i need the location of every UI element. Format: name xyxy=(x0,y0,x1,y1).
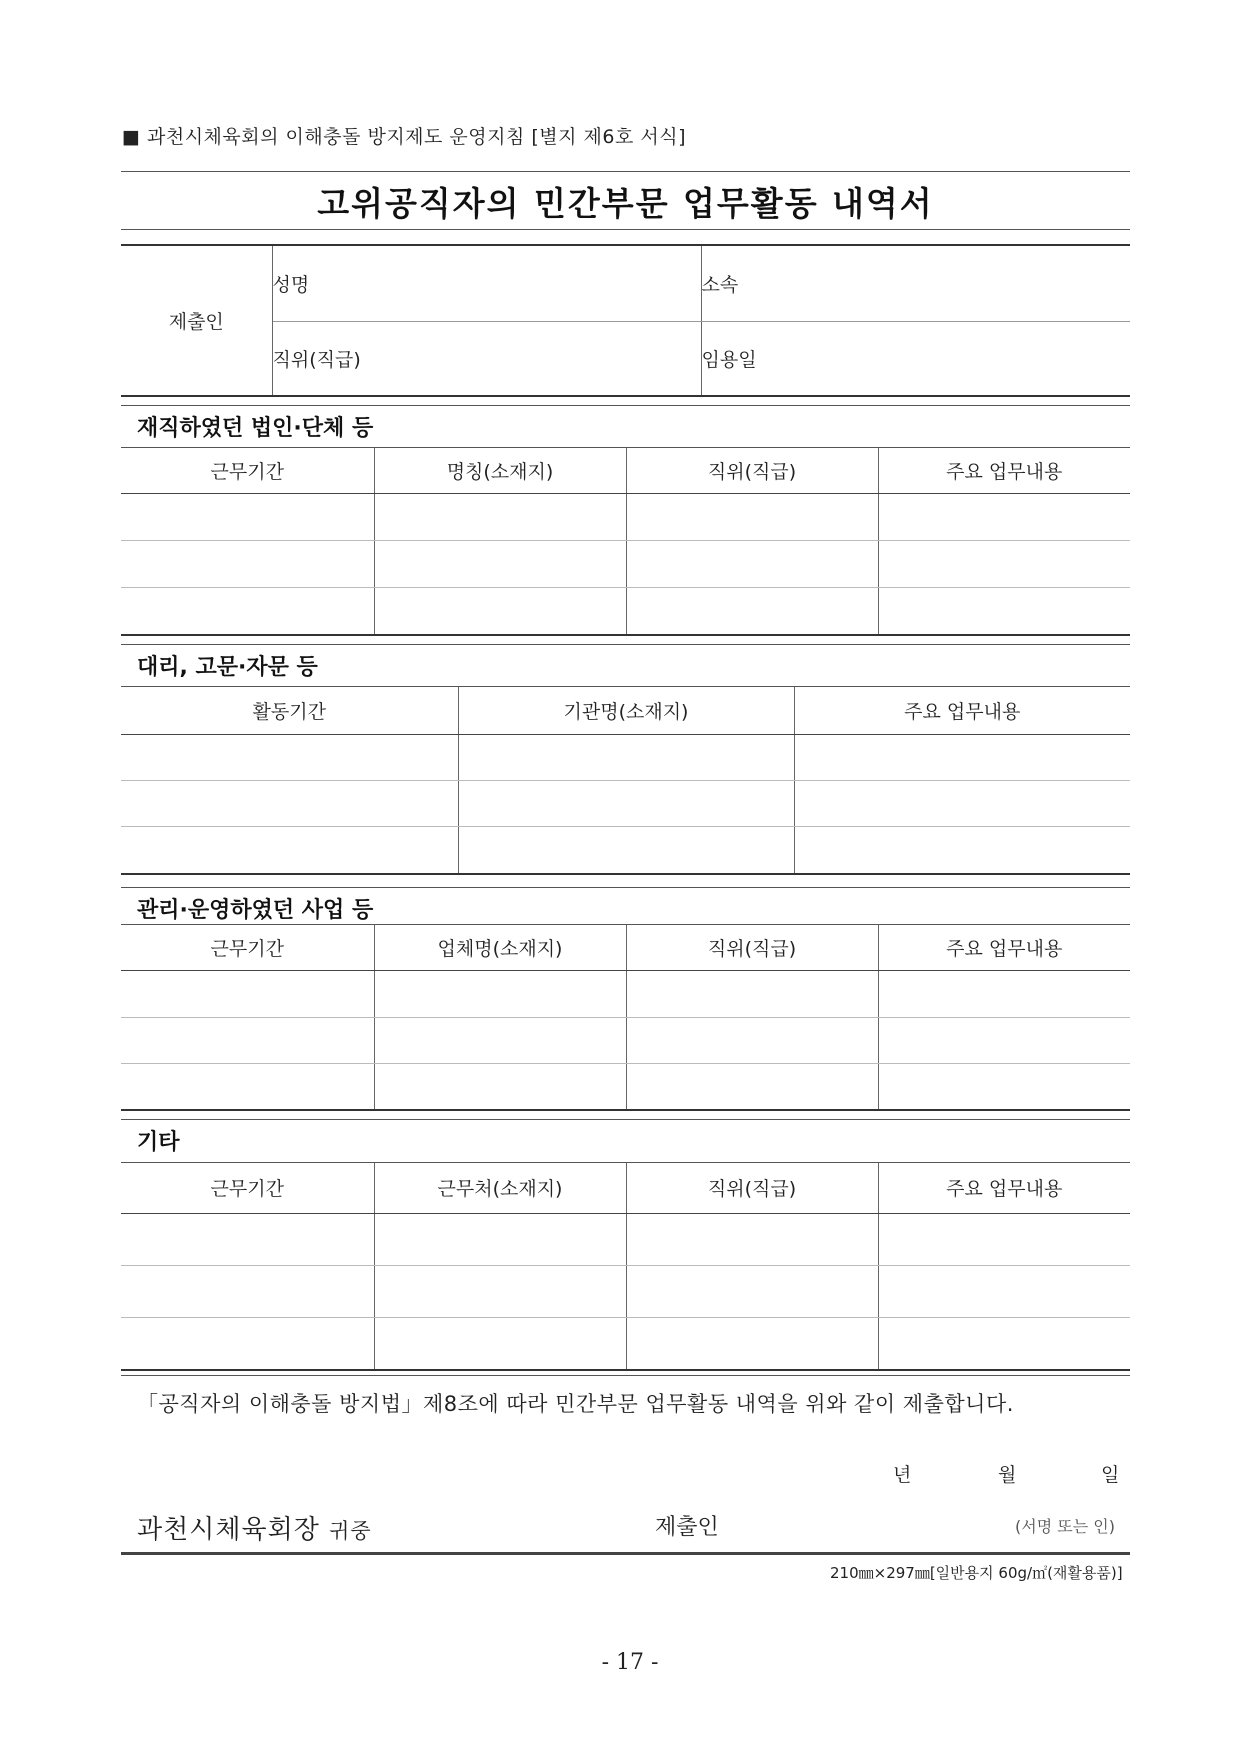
input-cell[interactable] xyxy=(374,493,626,540)
date-year-field[interactable]: 년 xyxy=(893,1464,912,1486)
position-label: 직위(직급) xyxy=(272,348,361,371)
table-row xyxy=(121,587,1130,634)
submission-statement: 「공직자의 이해충돌 방지법」제8조에 따라 민간부문 업무활동 내역을 위와 같이 제출합니다. xyxy=(137,1392,1014,1416)
input-cell[interactable] xyxy=(626,540,878,587)
divider xyxy=(121,634,1130,636)
input-cell[interactable] xyxy=(626,1063,878,1109)
submitter-table xyxy=(121,246,1130,395)
paper-spec: 210㎜×297㎜[일반용지 60g/㎡(재활용품)] xyxy=(830,1564,1123,1582)
recipient-honorific: 귀중 xyxy=(329,1519,372,1543)
section-title-other: 기타 xyxy=(137,1130,180,1155)
table-other xyxy=(121,1163,1130,1370)
column-header: 근무처(소재지) xyxy=(374,1163,626,1213)
column-header: 근무기간 xyxy=(121,448,374,493)
divider xyxy=(121,1375,1130,1376)
input-cell[interactable] xyxy=(458,826,794,873)
divider xyxy=(121,873,1130,875)
table-businesses xyxy=(121,925,1130,1110)
divider xyxy=(121,405,1130,406)
divider xyxy=(121,887,1130,888)
divider xyxy=(121,229,1130,230)
input-cell[interactable] xyxy=(121,1265,374,1317)
input-cell[interactable] xyxy=(121,780,458,826)
affiliation-label: 소속 xyxy=(701,273,739,296)
input-cell[interactable] xyxy=(626,1213,878,1265)
input-cell[interactable] xyxy=(878,493,1130,540)
input-cell[interactable] xyxy=(121,734,458,780)
table-row xyxy=(121,1063,1130,1109)
input-cell[interactable] xyxy=(121,1017,374,1063)
section-title-businesses: 관리·운영하였던 사업 등 xyxy=(137,898,374,923)
column-header: 직위(직급) xyxy=(626,448,878,493)
input-cell[interactable] xyxy=(878,1063,1130,1109)
square-bullet-icon: ■ xyxy=(122,126,141,148)
input-cell[interactable] xyxy=(374,970,626,1017)
input-cell[interactable] xyxy=(878,1265,1130,1317)
input-cell[interactable] xyxy=(121,587,374,634)
table-row xyxy=(121,1265,1130,1317)
table-row xyxy=(121,1213,1130,1265)
submitter-sign-label: 제출인 xyxy=(655,1515,719,1540)
section-title-corporations: 재직하였던 법인·단체 등 xyxy=(137,416,374,441)
table-row xyxy=(121,780,1130,826)
date-month-field[interactable]: 월 xyxy=(998,1464,1017,1486)
recipient xyxy=(137,1509,372,1546)
divider xyxy=(121,395,1130,397)
table-row xyxy=(121,970,1130,1017)
divider xyxy=(121,171,1130,172)
divider xyxy=(121,1369,1130,1371)
appointment-date-field[interactable] xyxy=(701,321,1130,395)
position-field[interactable] xyxy=(272,321,701,395)
recipient-org: 과천시체육회장 xyxy=(137,1515,320,1545)
input-cell[interactable] xyxy=(794,734,1130,780)
divider xyxy=(121,1552,1130,1555)
column-header: 주요 업무내용 xyxy=(878,925,1130,970)
divider xyxy=(121,644,1130,645)
column-header: 주요 업무내용 xyxy=(794,687,1130,734)
input-cell[interactable] xyxy=(878,1017,1130,1063)
signature-field[interactable]: (서명 또는 인) xyxy=(1015,1517,1115,1536)
input-cell[interactable] xyxy=(878,587,1130,634)
input-cell[interactable] xyxy=(626,493,878,540)
section-title-advisory: 대리, 고문·자문 등 xyxy=(137,655,318,680)
column-header: 활동기간 xyxy=(121,687,458,734)
appointment-date-label: 임용일 xyxy=(701,348,757,371)
table-row xyxy=(121,1317,1130,1369)
input-cell[interactable] xyxy=(626,1265,878,1317)
input-cell[interactable] xyxy=(626,1317,878,1369)
column-header: 주요 업무내용 xyxy=(878,1163,1130,1213)
input-cell[interactable] xyxy=(374,1213,626,1265)
input-cell[interactable] xyxy=(121,493,374,540)
column-header: 주요 업무내용 xyxy=(878,448,1130,493)
column-header: 직위(직급) xyxy=(626,1163,878,1213)
input-cell[interactable] xyxy=(626,587,878,634)
input-cell[interactable] xyxy=(374,1265,626,1317)
column-header: 명칭(소재지) xyxy=(374,448,626,493)
column-header: 근무기간 xyxy=(121,1163,374,1213)
input-cell[interactable] xyxy=(121,826,458,873)
table-row xyxy=(121,734,1130,780)
table-advisory xyxy=(121,687,1130,874)
column-header: 근무기간 xyxy=(121,925,374,970)
divider xyxy=(121,1109,1130,1111)
input-cell[interactable] xyxy=(458,734,794,780)
column-header: 기관명(소재지) xyxy=(458,687,794,734)
input-cell[interactable] xyxy=(121,1213,374,1265)
table-row xyxy=(121,826,1130,873)
input-cell[interactable] xyxy=(878,970,1130,1017)
input-cell[interactable] xyxy=(794,826,1130,873)
input-cell[interactable] xyxy=(374,540,626,587)
input-cell[interactable] xyxy=(374,1017,626,1063)
divider xyxy=(121,1119,1130,1120)
affiliation-field[interactable] xyxy=(701,246,1130,321)
input-cell[interactable] xyxy=(878,1317,1130,1369)
input-cell[interactable] xyxy=(374,1063,626,1109)
column-header: 업체명(소재지) xyxy=(374,925,626,970)
input-cell[interactable] xyxy=(121,1063,374,1109)
page-number: - 17 - xyxy=(601,1650,659,1675)
input-cell[interactable] xyxy=(626,1017,878,1063)
input-cell[interactable] xyxy=(794,780,1130,826)
form-header xyxy=(122,122,686,149)
input-cell[interactable] xyxy=(374,587,626,634)
input-cell[interactable] xyxy=(121,1317,374,1369)
table-row xyxy=(121,540,1130,587)
column-header: 직위(직급) xyxy=(626,925,878,970)
table-row xyxy=(121,1017,1130,1063)
form-header-text: 과천시체육회의 이해충돌 방지제도 운영지침 [별지 제6호 서식] xyxy=(147,126,687,148)
input-cell[interactable] xyxy=(626,970,878,1017)
input-cell[interactable] xyxy=(878,1213,1130,1265)
name-field[interactable] xyxy=(272,246,701,321)
input-cell[interactable] xyxy=(458,780,794,826)
name-label: 성명 xyxy=(272,273,310,296)
table-corporations xyxy=(121,448,1130,635)
input-cell[interactable] xyxy=(121,540,374,587)
table-row xyxy=(121,493,1130,540)
submitter-label: 제출인 xyxy=(121,246,272,395)
input-cell[interactable] xyxy=(374,1317,626,1369)
date-day-field[interactable]: 일 xyxy=(1101,1464,1120,1486)
input-cell[interactable] xyxy=(878,540,1130,587)
form-title: 고위공직자의 민간부문 업무활동 내역서 xyxy=(317,184,934,223)
input-cell[interactable] xyxy=(121,970,374,1017)
